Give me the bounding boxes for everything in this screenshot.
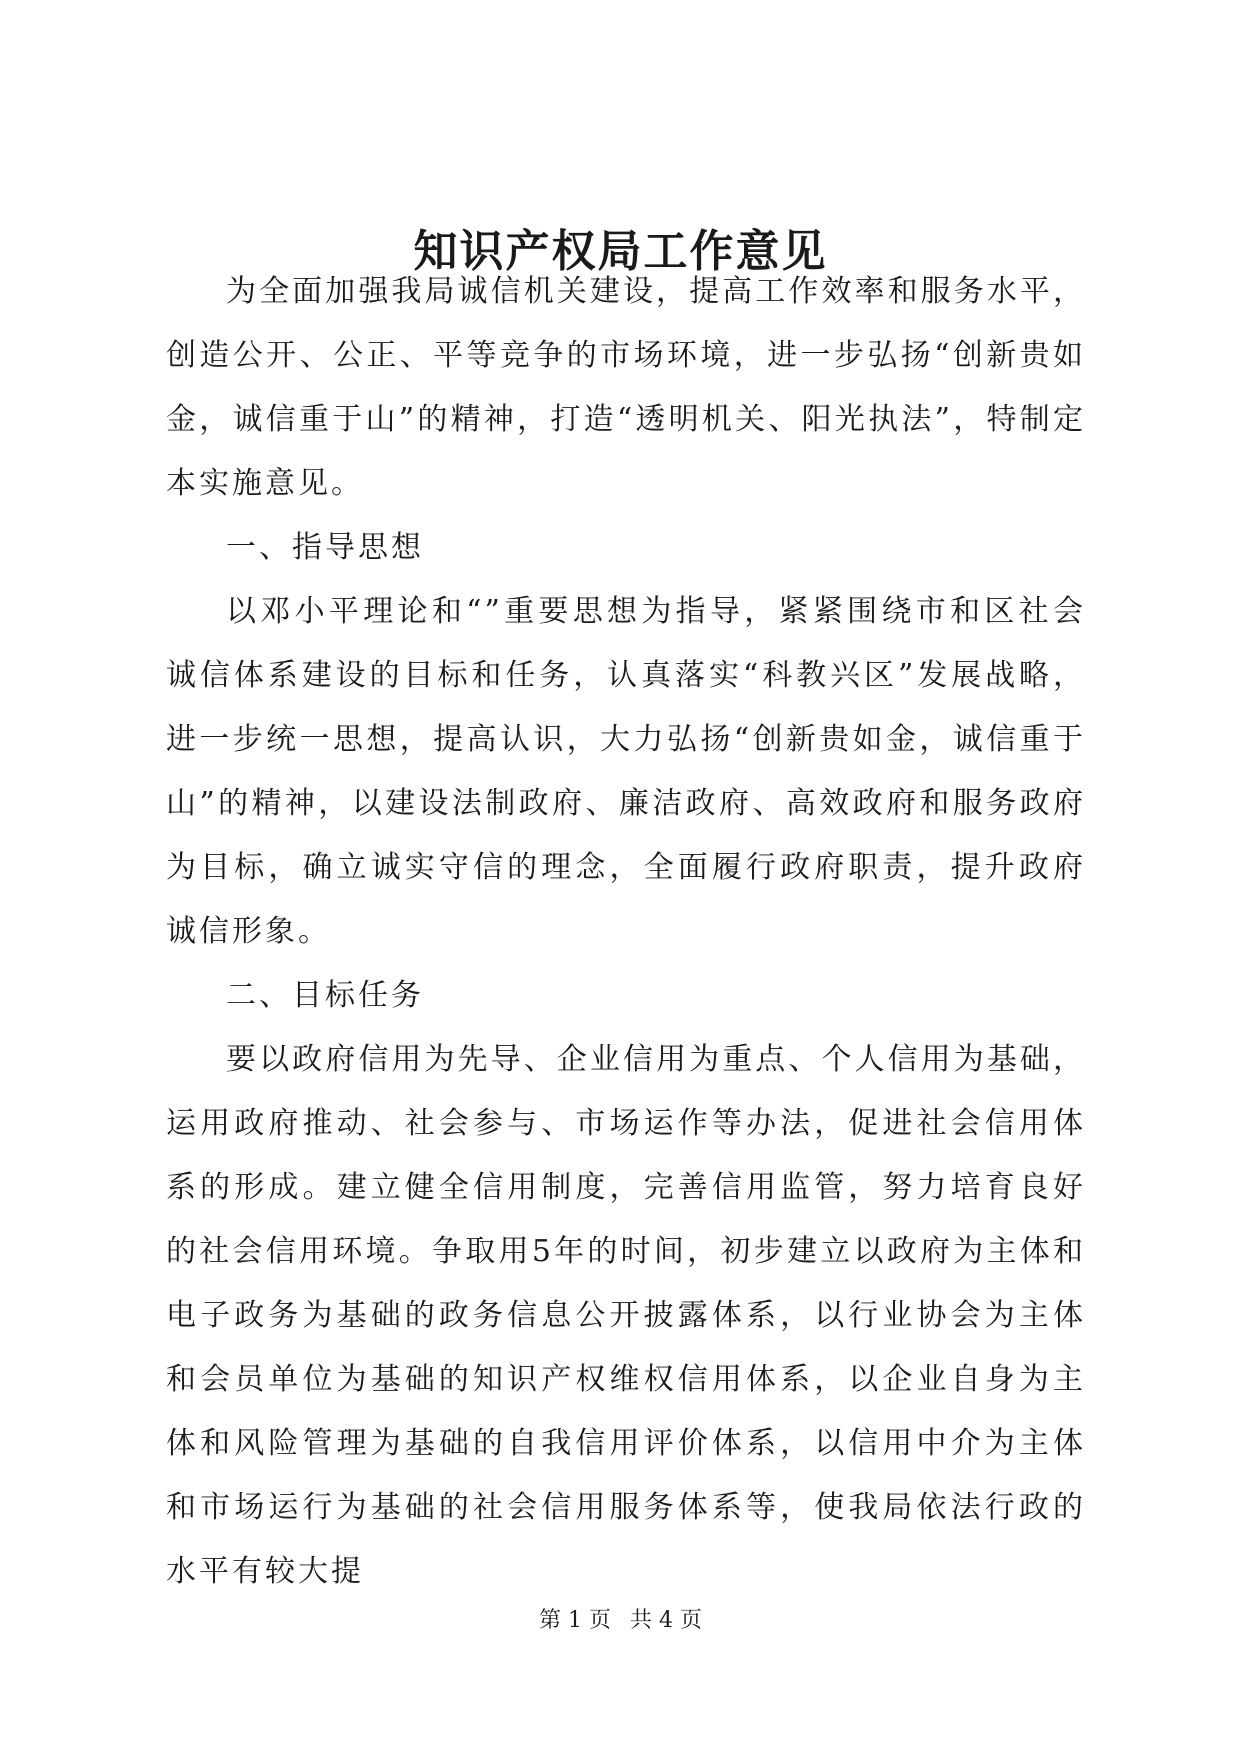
intro-paragraph: 为全面加强我局诚信机关建设，提高工作效率和服务水平，创造公开、公正、平等竞争的市场环境，进一步弘扬“创新贵如金，诚信重于山”的精神，打造“透明机关、阳光执法”，特制定本实施意见。 — [166, 274, 1086, 501]
goals-tasks-paragraph: 要以政府信用为先导、企业信用为重点、个人信用为基础，运用政府推动、社会参与、市场运作等办法，促进社会信用体系的形成。建立健全信用制度，完善信用监管，努力培育良好的社会信用环境。争取用5年的时间，初步建立以政府为主体和电子政务为基础的政务信息公开披露体系，以行业协会为主体和会员单位为基础的知识产权维权信用体系，以企业自身为主体和风险管理为基础的自我信用评价体系，以信用中介为主体和市场运行为基础的社会信用服务体系等，使我局依法行政的水平有较大提 — [166, 1042, 1086, 1589]
document-title: 知识产权局工作意见 — [413, 226, 828, 277]
page-number: 第 1 页 — [539, 1608, 611, 1633]
section-heading-goals-tasks: 二、目标任务 — [226, 978, 424, 1013]
document-body — [166, 260, 1086, 1604]
page-footer — [0, 1606, 1241, 1636]
page-total: 共 4 页 — [630, 1608, 702, 1633]
section-heading-guiding-ideology: 一、指导思想 — [226, 530, 424, 565]
guiding-ideology-paragraph: 以邓小平理论和“”重要思想为指导，紧紧围绕市和区社会诚信体系建设的目标和任务，认真落实“科教兴区”发展战略，进一步统一思想，提高认识，大力弘扬“创新贵如金，诚信重于山”的精神，以建设法制政府、廉洁政府、高效政府和服务政府为目标，确立诚实守信的理念，全面履行政府职责，提升政府诚信形象。 — [166, 594, 1086, 949]
